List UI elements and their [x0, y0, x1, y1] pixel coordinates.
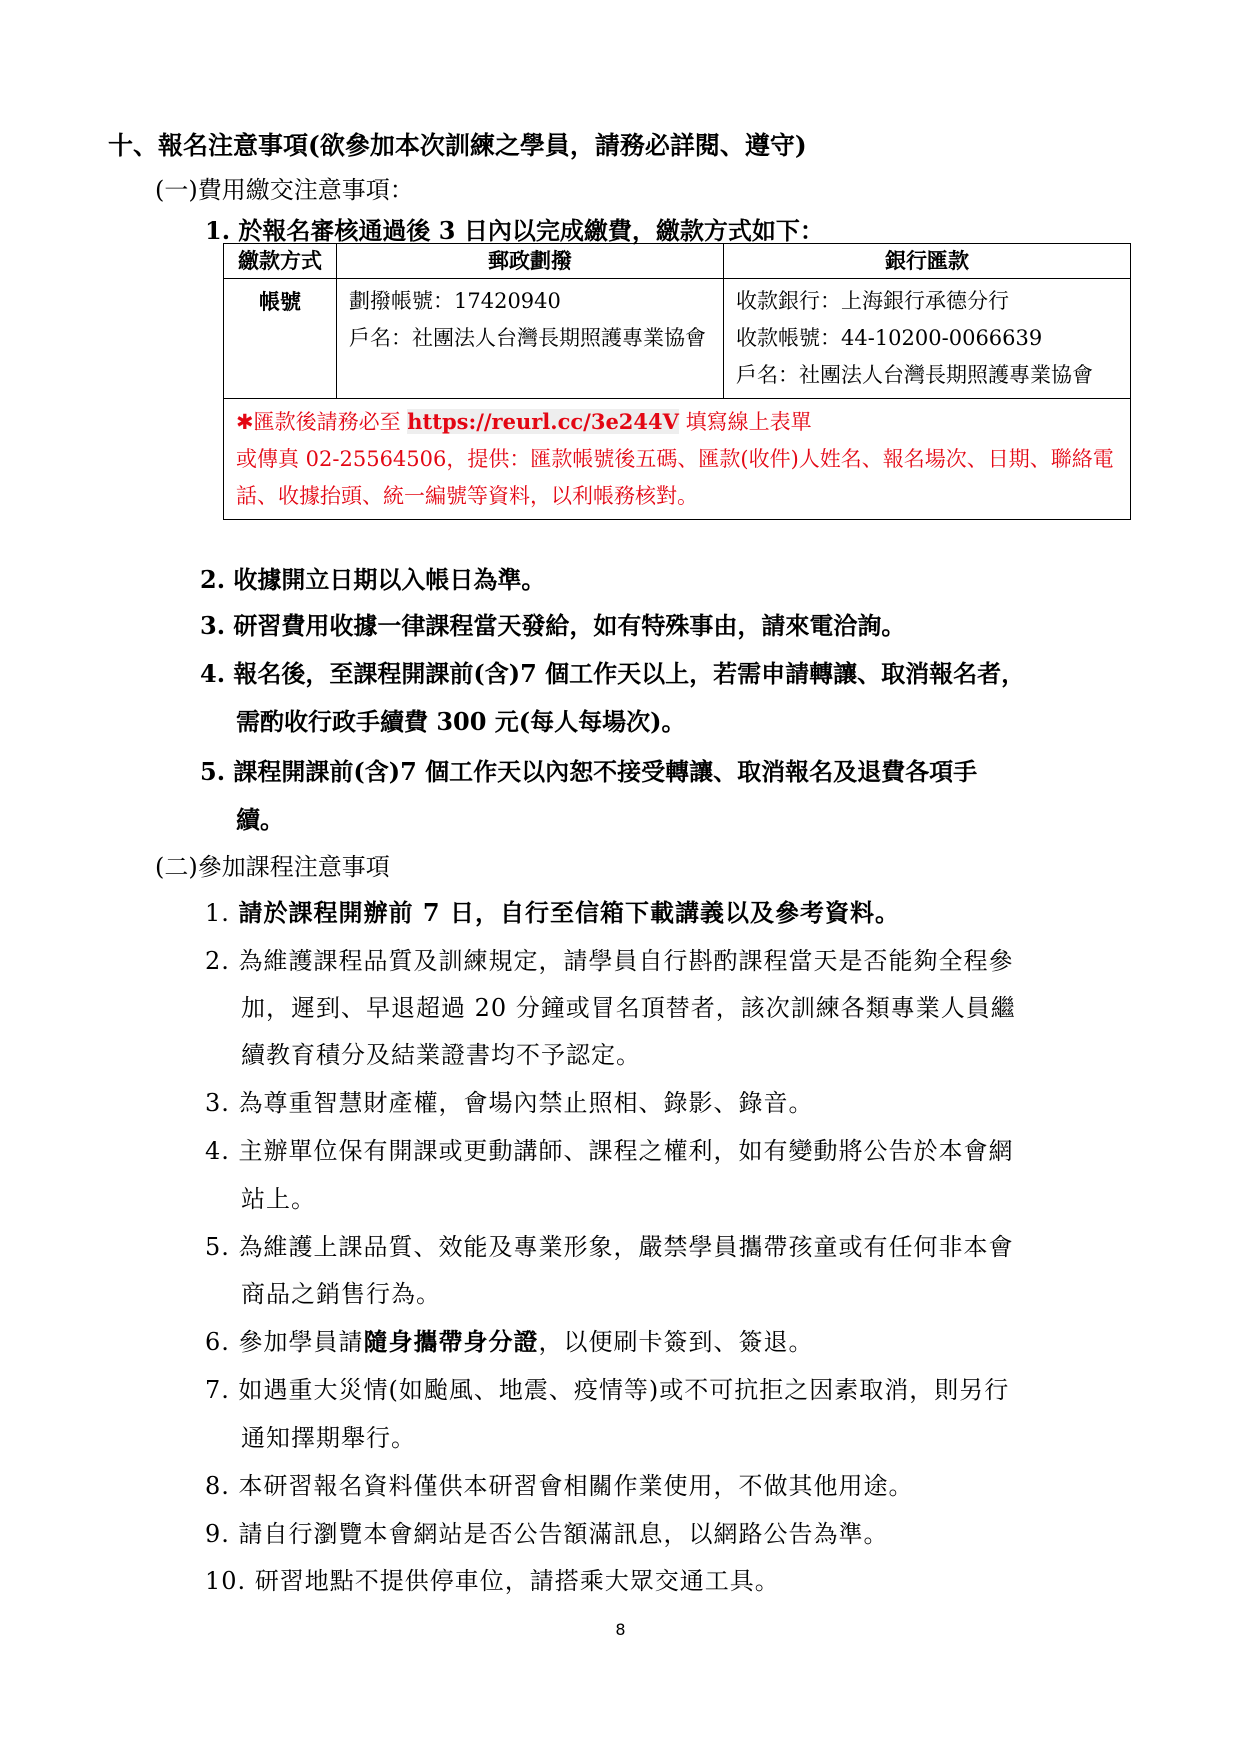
- course-item-8: [205, 1466, 914, 1501]
- course-item-6: [205, 1322, 814, 1357]
- fee-item-5-line2: 續。: [236, 805, 284, 834]
- course-item-5-line2: 商品之銷售行為。: [241, 1280, 441, 1308]
- page-number: 8: [615, 1620, 626, 1639]
- subsection-title-course: (二)參加課程注意事項: [155, 853, 390, 881]
- fee-item-3: 3. 研習費用收據一律課程當天發給，如有特殊事由，請來電洽詢。: [200, 611, 906, 640]
- row-label-account: 帳號: [224, 279, 337, 399]
- header-method: 繳款方式: [224, 244, 337, 279]
- course-item-10: [205, 1561, 780, 1596]
- item-text: 為尊重智慧財產權，會場內禁止照相、錄影、錄音。: [238, 1089, 814, 1117]
- item-number: 7.: [205, 1376, 230, 1404]
- item-text: 主辦單位保有開課或更動講師、課程之權利，如有變動將公告於本會網: [238, 1137, 1014, 1165]
- item-number: 6.: [205, 1328, 230, 1356]
- postal-account-name: 戶名：社團法人台灣長期照護專業協會: [349, 326, 706, 350]
- item-text: 為維護上課品質、效能及專業形象，嚴禁學員攜帶孩童或有任何非本會: [238, 1233, 1014, 1261]
- item-text: 請於課程開辦前 7 日，自行至信箱下載講義以及參考資料。: [238, 898, 900, 927]
- item-number: 1.: [205, 899, 230, 927]
- course-item-4: [205, 1131, 1014, 1166]
- bank-name: 收款銀行：上海銀行承德分行: [736, 289, 1009, 313]
- course-item-4-line2: 站上。: [241, 1185, 316, 1213]
- header-postal: 郵政劃撥: [337, 244, 724, 279]
- bank-account-name: 戶名：社團法人台灣長期照護專業協會: [736, 363, 1093, 387]
- item-number: 10.: [205, 1567, 247, 1595]
- item-text: 為維護課程品質及訓練規定，請學員自行斟酌課程當天是否能夠全程參: [238, 947, 1014, 975]
- item-number: 9.: [205, 1520, 230, 1548]
- item-number: 4.: [205, 1137, 230, 1165]
- fee-item-4-line1: 4. 報名後，至課程開課前(含)7 個工作天以上，若需申請轉讓、取消報名者，: [200, 659, 1026, 688]
- course-item-1: [205, 893, 900, 928]
- form-link[interactable]: https://reurl.cc/3e244V: [407, 409, 679, 434]
- course-item-9: [205, 1514, 889, 1549]
- item-number: 2.: [205, 947, 230, 975]
- postal-account-number: 劃撥帳號：17420940: [349, 289, 561, 313]
- note-suffix: 填寫線上表單: [678, 410, 812, 434]
- payment-table: [223, 243, 1131, 520]
- fee-item-1: 1. 於報名審核通過後 3 日內以完成繳費，繳款方式如下：: [205, 216, 824, 245]
- table-row-account: [224, 279, 1131, 399]
- table-header-row: [224, 244, 1131, 279]
- course-item-3: [205, 1083, 814, 1118]
- fee-item-4-line2: 需酌收行政手續費 300 元(每人每場次)。: [236, 707, 686, 736]
- section-heading: 十、報名注意事項(欲參加本次訓練之學員，請務必詳閱、遵守): [108, 131, 807, 160]
- item-text-post: ，以便刷卡簽到、簽退。: [538, 1328, 814, 1356]
- fee-item-5-line1: 5. 課程開課前(含)7 個工作天以內恕不接受轉讓、取消報名及退費各項手: [200, 757, 978, 786]
- item-text-pre: 參加學員請: [238, 1328, 364, 1356]
- item-text: 本研習報名資料僅供本研習會相關作業使用，不做其他用途。: [238, 1472, 914, 1500]
- remittance-note: [224, 399, 1131, 520]
- bank-account-cell: [724, 279, 1131, 399]
- fee-item-2: 2. 收據開立日期以入帳日為準。: [200, 565, 546, 594]
- course-item-5: [205, 1227, 1014, 1262]
- item-text: 請自行瀏覽本會網站是否公告額滿訊息，以網路公告為準。: [238, 1520, 889, 1548]
- item-number: 3.: [205, 1089, 230, 1117]
- item-text-bold: 隨身攜帶身分證: [363, 1327, 539, 1356]
- item-text: 如遇重大災情(如颱風、地震、疫情等)或不可抗拒之因素取消，則另行: [238, 1376, 1010, 1404]
- item-text: 研習地點不提供停車位，請搭乘大眾交通工具。: [254, 1567, 780, 1595]
- course-item-7-line2: 通知擇期舉行。: [241, 1424, 416, 1452]
- item-number: 5.: [205, 1233, 230, 1261]
- item-number: 8.: [205, 1472, 230, 1500]
- note-prefix: ✱匯款後請務必至: [236, 410, 408, 434]
- subsection-title-fees: (一)費用繳交注意事項：: [155, 176, 414, 204]
- bank-account-number: 收款帳號：44-10200-0066639: [736, 326, 1043, 350]
- course-item-2: [205, 941, 1014, 976]
- table-row-note: [224, 399, 1131, 520]
- note-rest: 或傳真 02-25564506，提供：匯款帳號後五碼、匯款(收件)人姓名、報名場次、日期、聯絡電話、收據抬頭、統一編號等資料，以利帳務核對。: [236, 447, 1114, 508]
- postal-account-cell: [337, 279, 724, 399]
- course-item-7: [205, 1370, 1009, 1405]
- course-item-2-line2: 加，遲到、早退超過 20 分鐘或冒名頂替者，該次訓練各類專業人員繼: [241, 994, 1016, 1022]
- course-item-2-line3: 續教育積分及結業證書均不予認定。: [241, 1041, 641, 1069]
- header-bank: 銀行匯款: [724, 244, 1131, 279]
